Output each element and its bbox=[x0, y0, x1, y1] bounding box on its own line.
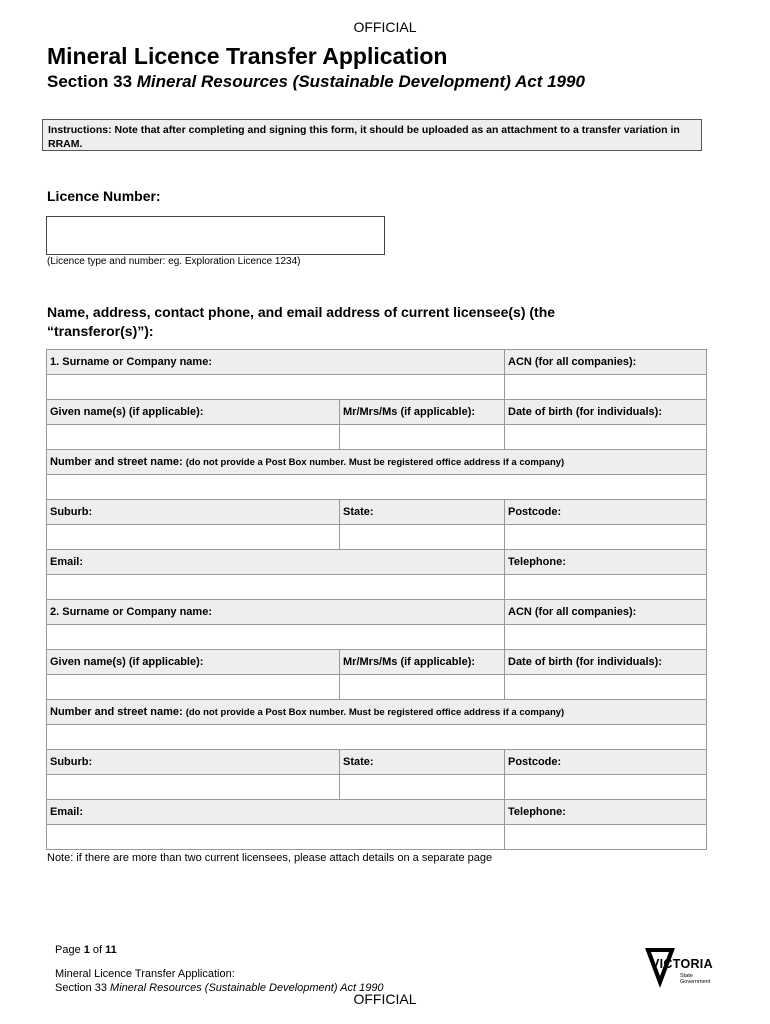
transferor-details-table bbox=[46, 349, 707, 850]
page-subtitle bbox=[47, 72, 585, 92]
dob-label-2: Date of birth (for individuals): bbox=[505, 650, 707, 675]
title-field-1[interactable] bbox=[340, 425, 505, 450]
instructions-box: Instructions: Note that after completing and signing this form, it should be uploaded as an attachment to a transfer variation in RRAM. bbox=[42, 119, 702, 151]
telephone-label-2: Telephone: bbox=[505, 800, 707, 825]
acn-label-1: ACN (for all companies): bbox=[505, 350, 707, 375]
suburb-label-1: Suburb: bbox=[47, 500, 340, 525]
title-label-2: Mr/Mrs/Ms (if applicable): bbox=[340, 650, 505, 675]
licence-number-label: Licence Number: bbox=[47, 188, 161, 204]
postcode-field-2[interactable] bbox=[505, 775, 707, 800]
postcode-label-1: Postcode: bbox=[505, 500, 707, 525]
dob-label-1: Date of birth (for individuals): bbox=[505, 400, 707, 425]
email-label-2: Email: bbox=[47, 800, 505, 825]
official-marking-top: OFFICIAL bbox=[353, 19, 417, 35]
email-field-1[interactable] bbox=[47, 575, 505, 600]
suburb-field-2[interactable] bbox=[47, 775, 340, 800]
acn-field-1[interactable] bbox=[505, 375, 707, 400]
footer-act-prefix: Section 33 bbox=[55, 982, 111, 994]
victoria-state-government-logo bbox=[645, 948, 725, 990]
postcode-field-1[interactable] bbox=[505, 525, 707, 550]
street-field-2[interactable] bbox=[47, 725, 707, 750]
licence-number-field[interactable] bbox=[46, 216, 385, 255]
email-field-2[interactable] bbox=[47, 825, 505, 850]
footer-form-name: Mineral Licence Transfer Application: bbox=[55, 968, 235, 980]
given-name-field-2[interactable] bbox=[47, 675, 340, 700]
state-label-1: State: bbox=[340, 500, 505, 525]
suburb-field-1[interactable] bbox=[47, 525, 340, 550]
page-prefix: Page bbox=[55, 944, 84, 956]
logo-subtitle bbox=[680, 973, 710, 985]
telephone-field-1[interactable] bbox=[505, 575, 707, 600]
surname-field-2[interactable] bbox=[47, 625, 505, 650]
state-field-1[interactable] bbox=[340, 525, 505, 550]
given-name-label-1: Given name(s) (if applicable): bbox=[47, 400, 340, 425]
surname-label-1: 1. Surname or Company name: bbox=[47, 350, 505, 375]
street-note-1: (do not provide a Post Box number. Must be registered office address if a company) bbox=[185, 457, 565, 468]
telephone-field-2[interactable] bbox=[505, 825, 707, 850]
acn-field-2[interactable] bbox=[505, 625, 707, 650]
dob-field-2[interactable] bbox=[505, 675, 707, 700]
subtitle-prefix: Section 33 bbox=[47, 72, 137, 91]
suburb-label-2: Suburb: bbox=[47, 750, 340, 775]
subtitle-act: Mineral Resources (Sustainable Development) Act 1990 bbox=[136, 72, 585, 91]
page-total: 11 bbox=[105, 944, 117, 956]
surname-field-1[interactable] bbox=[47, 375, 505, 400]
postcode-label-2: Postcode: bbox=[505, 750, 707, 775]
page-of: of bbox=[89, 944, 106, 956]
given-name-field-1[interactable] bbox=[47, 425, 340, 450]
state-field-2[interactable] bbox=[340, 775, 505, 800]
title-field-2[interactable] bbox=[340, 675, 505, 700]
title-label-1: Mr/Mrs/Ms (if applicable): bbox=[340, 400, 505, 425]
licence-number-hint: (Licence type and number: eg. Exploration Licence 1234) bbox=[47, 256, 301, 267]
state-label-2: State: bbox=[340, 750, 505, 775]
street-note-2: (do not provide a Post Box number. Must be registered office address if a company) bbox=[185, 707, 565, 718]
street-label-text-2: Number and street name: bbox=[50, 706, 183, 718]
page-current: 1 bbox=[83, 944, 90, 956]
page-title: Mineral Licence Transfer Application bbox=[47, 43, 448, 69]
street-label-text-1: Number and street name: bbox=[50, 456, 183, 468]
email-label-1: Email: bbox=[47, 550, 505, 575]
footer-act-name: Mineral Resources (Sustainable Development) Act 1990 bbox=[110, 982, 384, 994]
street-label-1 bbox=[47, 450, 707, 475]
page-number bbox=[55, 944, 117, 956]
telephone-label-1: Telephone: bbox=[505, 550, 707, 575]
acn-label-2: ACN (for all companies): bbox=[505, 600, 707, 625]
logo-sub-state: State bbox=[680, 973, 693, 979]
street-field-1[interactable] bbox=[47, 475, 707, 500]
additional-licensees-note: Note: if there are more than two current licensees, please attach details on a separate page bbox=[47, 852, 493, 864]
given-name-label-2: Given name(s) (if applicable): bbox=[47, 650, 340, 675]
official-marking-bottom: OFFICIAL bbox=[353, 991, 417, 1007]
surname-label-2: 2. Surname or Company name: bbox=[47, 600, 505, 625]
transferor-section-heading: Name, address, contact phone, and email address of current licensee(s) (the “transferor(s)”): bbox=[47, 304, 556, 339]
logo-sub-government: Government bbox=[680, 979, 711, 985]
dob-field-1[interactable] bbox=[505, 425, 707, 450]
logo-wordmark: VICTORIA bbox=[651, 957, 713, 971]
street-label-2 bbox=[47, 700, 707, 725]
